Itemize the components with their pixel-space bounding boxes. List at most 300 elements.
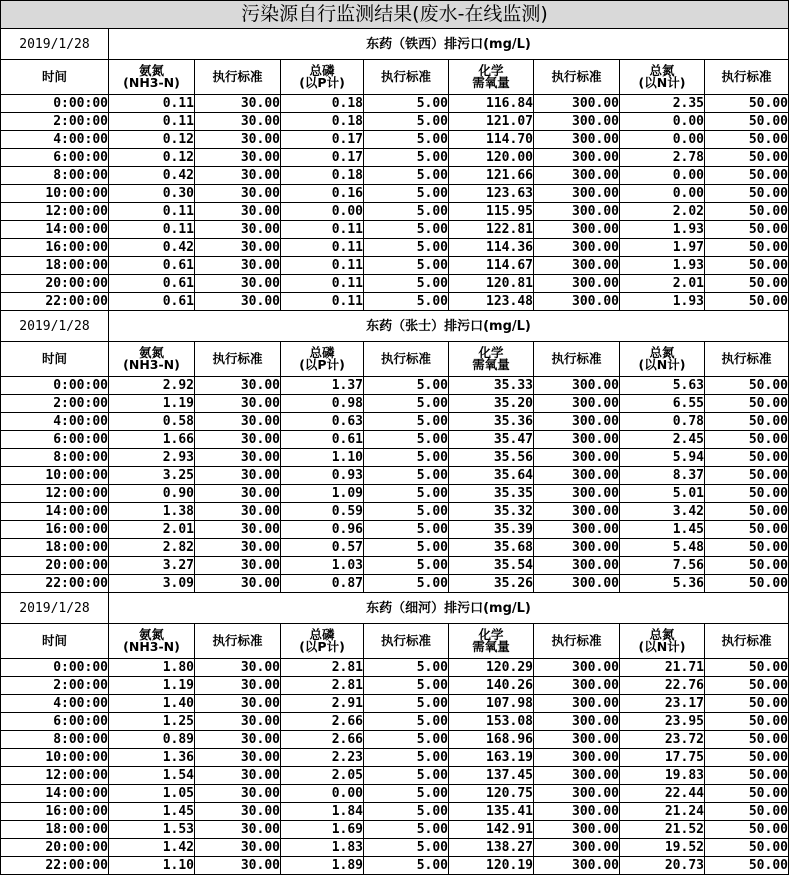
value-cell: 300.00 <box>534 821 620 839</box>
value-cell: 35.47 <box>449 431 534 449</box>
column-header: 执行标准 <box>705 342 789 377</box>
value-cell: 21.52 <box>620 821 705 839</box>
time-cell: 22:00:00 <box>1 293 109 311</box>
value-cell: 5.00 <box>364 485 449 503</box>
value-cell: 2.23 <box>281 749 364 767</box>
value-cell: 0.98 <box>281 395 364 413</box>
section-date: 2019/1/28 <box>1 29 109 60</box>
value-cell: 0.30 <box>109 185 195 203</box>
value-cell: 5.00 <box>364 749 449 767</box>
value-cell: 0.61 <box>281 431 364 449</box>
column-header: 化学 需氧量 <box>449 624 534 659</box>
value-cell: 300.00 <box>534 731 620 749</box>
value-cell: 5.00 <box>364 677 449 695</box>
value-cell: 35.33 <box>449 377 534 395</box>
time-cell: 16:00:00 <box>1 239 109 257</box>
column-header: 执行标准 <box>534 624 620 659</box>
value-cell: 0.17 <box>281 131 364 149</box>
value-cell: 5.01 <box>620 485 705 503</box>
value-cell: 0.18 <box>281 167 364 185</box>
title-row <box>1 1 789 29</box>
value-cell: 107.98 <box>449 695 534 713</box>
value-cell: 30.00 <box>195 221 281 239</box>
value-cell: 0.58 <box>109 413 195 431</box>
value-cell: 5.00 <box>364 221 449 239</box>
value-cell: 0.18 <box>281 95 364 113</box>
value-cell: 0.61 <box>109 275 195 293</box>
table-row <box>1 131 789 149</box>
time-cell: 4:00:00 <box>1 413 109 431</box>
value-cell: 115.95 <box>449 203 534 221</box>
value-cell: 3.42 <box>620 503 705 521</box>
value-cell: 300.00 <box>534 131 620 149</box>
time-cell: 18:00:00 <box>1 539 109 557</box>
value-cell: 30.00 <box>195 503 281 521</box>
table-row <box>1 275 789 293</box>
value-cell: 30.00 <box>195 821 281 839</box>
value-cell: 5.00 <box>364 449 449 467</box>
value-cell: 3.09 <box>109 575 195 593</box>
value-cell: 50.00 <box>705 749 789 767</box>
value-cell: 300.00 <box>534 803 620 821</box>
time-cell: 8:00:00 <box>1 731 109 749</box>
value-cell: 0.00 <box>620 185 705 203</box>
value-cell: 122.81 <box>449 221 534 239</box>
value-cell: 1.38 <box>109 503 195 521</box>
value-cell: 300.00 <box>534 203 620 221</box>
value-cell: 50.00 <box>705 539 789 557</box>
value-cell: 120.75 <box>449 785 534 803</box>
value-cell: 50.00 <box>705 395 789 413</box>
value-cell: 300.00 <box>534 431 620 449</box>
value-cell: 30.00 <box>195 467 281 485</box>
value-cell: 300.00 <box>534 839 620 857</box>
section-date: 2019/1/28 <box>1 593 109 624</box>
time-cell: 4:00:00 <box>1 695 109 713</box>
value-cell: 30.00 <box>195 713 281 731</box>
table-row <box>1 803 789 821</box>
value-cell: 30.00 <box>195 857 281 875</box>
value-cell: 50.00 <box>705 149 789 167</box>
value-cell: 30.00 <box>195 377 281 395</box>
value-cell: 0.12 <box>109 131 195 149</box>
value-cell: 1.09 <box>281 485 364 503</box>
time-cell: 0:00:00 <box>1 659 109 677</box>
value-cell: 5.00 <box>364 467 449 485</box>
value-cell: 2.02 <box>620 203 705 221</box>
table-row <box>1 557 789 575</box>
value-cell: 300.00 <box>534 413 620 431</box>
value-cell: 1.54 <box>109 767 195 785</box>
value-cell: 5.00 <box>364 731 449 749</box>
value-cell: 0.16 <box>281 185 364 203</box>
value-cell: 5.36 <box>620 575 705 593</box>
value-cell: 35.39 <box>449 521 534 539</box>
value-cell: 0.59 <box>281 503 364 521</box>
value-cell: 300.00 <box>534 449 620 467</box>
value-cell: 300.00 <box>534 239 620 257</box>
value-cell: 30.00 <box>195 167 281 185</box>
value-cell: 5.00 <box>364 767 449 785</box>
value-cell: 2.35 <box>620 95 705 113</box>
value-cell: 30.00 <box>195 239 281 257</box>
table-row <box>1 203 789 221</box>
value-cell: 1.97 <box>620 239 705 257</box>
value-cell: 300.00 <box>534 467 620 485</box>
value-cell: 1.19 <box>109 677 195 695</box>
value-cell: 300.00 <box>534 695 620 713</box>
value-cell: 0.61 <box>109 257 195 275</box>
table-row <box>1 221 789 239</box>
value-cell: 50.00 <box>705 257 789 275</box>
time-cell: 20:00:00 <box>1 839 109 857</box>
value-cell: 30.00 <box>195 95 281 113</box>
value-cell: 2.81 <box>281 677 364 695</box>
value-cell: 163.19 <box>449 749 534 767</box>
value-cell: 5.00 <box>364 575 449 593</box>
time-cell: 14:00:00 <box>1 503 109 521</box>
table-row <box>1 503 789 521</box>
value-cell: 0.11 <box>281 239 364 257</box>
value-cell: 21.71 <box>620 659 705 677</box>
value-cell: 300.00 <box>534 257 620 275</box>
value-cell: 121.66 <box>449 167 534 185</box>
column-header: 总磷 (以P计) <box>281 60 364 95</box>
value-cell: 5.00 <box>364 431 449 449</box>
value-cell: 138.27 <box>449 839 534 857</box>
value-cell: 35.54 <box>449 557 534 575</box>
column-header: 执行标准 <box>534 60 620 95</box>
column-header-row <box>1 624 789 659</box>
section-date-row <box>1 29 789 60</box>
value-cell: 30.00 <box>195 521 281 539</box>
value-cell: 30.00 <box>195 485 281 503</box>
value-cell: 35.20 <box>449 395 534 413</box>
value-cell: 0.90 <box>109 485 195 503</box>
value-cell: 300.00 <box>534 377 620 395</box>
value-cell: 5.00 <box>364 713 449 731</box>
table-row <box>1 293 789 311</box>
table-row <box>1 731 789 749</box>
outlet-name: 东药（细河）排污口(mg/L) <box>109 593 789 624</box>
value-cell: 35.26 <box>449 575 534 593</box>
value-cell: 1.05 <box>109 785 195 803</box>
column-header: 总磷 (以P计) <box>281 624 364 659</box>
time-cell: 14:00:00 <box>1 221 109 239</box>
table-row <box>1 839 789 857</box>
value-cell: 2.66 <box>281 713 364 731</box>
value-cell: 30.00 <box>195 113 281 131</box>
time-cell: 8:00:00 <box>1 449 109 467</box>
value-cell: 0.00 <box>281 785 364 803</box>
value-cell: 1.40 <box>109 695 195 713</box>
value-cell: 1.10 <box>281 449 364 467</box>
table-row <box>1 767 789 785</box>
time-cell: 14:00:00 <box>1 785 109 803</box>
value-cell: 30.00 <box>195 557 281 575</box>
value-cell: 50.00 <box>705 821 789 839</box>
value-cell: 30.00 <box>195 293 281 311</box>
time-cell: 10:00:00 <box>1 749 109 767</box>
value-cell: 300.00 <box>534 767 620 785</box>
table-row <box>1 413 789 431</box>
column-header: 总氮 (以N计) <box>620 624 705 659</box>
value-cell: 50.00 <box>705 431 789 449</box>
value-cell: 5.00 <box>364 275 449 293</box>
table-row <box>1 821 789 839</box>
value-cell: 2.45 <box>620 431 705 449</box>
value-cell: 116.84 <box>449 95 534 113</box>
table-row <box>1 239 789 257</box>
value-cell: 35.56 <box>449 449 534 467</box>
value-cell: 30.00 <box>195 257 281 275</box>
value-cell: 1.03 <box>281 557 364 575</box>
value-cell: 30.00 <box>195 395 281 413</box>
outlet-name: 东药（张士）排污口(mg/L) <box>109 311 789 342</box>
table-row <box>1 113 789 131</box>
column-header: 时间 <box>1 60 109 95</box>
section-date-row <box>1 311 789 342</box>
value-cell: 0.42 <box>109 167 195 185</box>
value-cell: 0.93 <box>281 467 364 485</box>
value-cell: 22.44 <box>620 785 705 803</box>
time-cell: 16:00:00 <box>1 521 109 539</box>
value-cell: 1.93 <box>620 257 705 275</box>
value-cell: 2.66 <box>281 731 364 749</box>
value-cell: 30.00 <box>195 431 281 449</box>
value-cell: 35.68 <box>449 539 534 557</box>
value-cell: 300.00 <box>534 503 620 521</box>
value-cell: 30.00 <box>195 731 281 749</box>
value-cell: 114.36 <box>449 239 534 257</box>
value-cell: 6.55 <box>620 395 705 413</box>
table-row <box>1 377 789 395</box>
value-cell: 300.00 <box>534 575 620 593</box>
value-cell: 120.00 <box>449 149 534 167</box>
value-cell: 300.00 <box>534 149 620 167</box>
value-cell: 50.00 <box>705 575 789 593</box>
value-cell: 1.84 <box>281 803 364 821</box>
value-cell: 0.11 <box>109 221 195 239</box>
value-cell: 2.91 <box>281 695 364 713</box>
value-cell: 50.00 <box>705 485 789 503</box>
time-cell: 20:00:00 <box>1 275 109 293</box>
value-cell: 30.00 <box>195 203 281 221</box>
value-cell: 5.00 <box>364 659 449 677</box>
column-header: 执行标准 <box>705 60 789 95</box>
value-cell: 300.00 <box>534 293 620 311</box>
value-cell: 140.26 <box>449 677 534 695</box>
value-cell: 168.96 <box>449 731 534 749</box>
value-cell: 30.00 <box>195 785 281 803</box>
value-cell: 5.00 <box>364 803 449 821</box>
value-cell: 1.19 <box>109 395 195 413</box>
table-row <box>1 521 789 539</box>
value-cell: 300.00 <box>534 677 620 695</box>
time-cell: 6:00:00 <box>1 149 109 167</box>
value-cell: 0.87 <box>281 575 364 593</box>
value-cell: 2.78 <box>620 149 705 167</box>
value-cell: 50.00 <box>705 113 789 131</box>
value-cell: 0.00 <box>620 167 705 185</box>
value-cell: 0.17 <box>281 149 364 167</box>
value-cell: 2.82 <box>109 539 195 557</box>
value-cell: 50.00 <box>705 221 789 239</box>
value-cell: 300.00 <box>534 113 620 131</box>
value-cell: 5.00 <box>364 821 449 839</box>
time-cell: 6:00:00 <box>1 431 109 449</box>
table-row <box>1 167 789 185</box>
value-cell: 23.95 <box>620 713 705 731</box>
value-cell: 50.00 <box>705 731 789 749</box>
value-cell: 50.00 <box>705 449 789 467</box>
time-cell: 12:00:00 <box>1 767 109 785</box>
value-cell: 300.00 <box>534 221 620 239</box>
value-cell: 50.00 <box>705 377 789 395</box>
value-cell: 142.91 <box>449 821 534 839</box>
value-cell: 1.10 <box>109 857 195 875</box>
value-cell: 0.11 <box>109 113 195 131</box>
value-cell: 5.00 <box>364 695 449 713</box>
column-header: 化学 需氧量 <box>449 60 534 95</box>
column-header: 总磷 (以P计) <box>281 342 364 377</box>
value-cell: 50.00 <box>705 503 789 521</box>
value-cell: 50.00 <box>705 677 789 695</box>
value-cell: 21.24 <box>620 803 705 821</box>
value-cell: 30.00 <box>195 839 281 857</box>
value-cell: 120.29 <box>449 659 534 677</box>
value-cell: 1.42 <box>109 839 195 857</box>
column-header: 总氮 (以N计) <box>620 60 705 95</box>
section-date: 2019/1/28 <box>1 311 109 342</box>
value-cell: 300.00 <box>534 485 620 503</box>
value-cell: 300.00 <box>534 521 620 539</box>
time-cell: 12:00:00 <box>1 203 109 221</box>
value-cell: 1.53 <box>109 821 195 839</box>
value-cell: 0.96 <box>281 521 364 539</box>
table-row <box>1 695 789 713</box>
column-header-row <box>1 60 789 95</box>
column-header: 氨氮 (NH3-N) <box>109 342 195 377</box>
value-cell: 2.81 <box>281 659 364 677</box>
value-cell: 30.00 <box>195 275 281 293</box>
value-cell: 5.00 <box>364 377 449 395</box>
value-cell: 30.00 <box>195 749 281 767</box>
value-cell: 30.00 <box>195 131 281 149</box>
value-cell: 50.00 <box>705 557 789 575</box>
time-cell: 0:00:00 <box>1 377 109 395</box>
value-cell: 5.00 <box>364 521 449 539</box>
value-cell: 5.48 <box>620 539 705 557</box>
value-cell: 22.76 <box>620 677 705 695</box>
value-cell: 120.19 <box>449 857 534 875</box>
value-cell: 1.66 <box>109 431 195 449</box>
value-cell: 2.01 <box>109 521 195 539</box>
value-cell: 0.11 <box>109 203 195 221</box>
value-cell: 5.00 <box>364 257 449 275</box>
time-cell: 20:00:00 <box>1 557 109 575</box>
value-cell: 50.00 <box>705 131 789 149</box>
value-cell: 1.69 <box>281 821 364 839</box>
value-cell: 0.12 <box>109 149 195 167</box>
value-cell: 1.93 <box>620 221 705 239</box>
value-cell: 1.93 <box>620 293 705 311</box>
value-cell: 30.00 <box>195 677 281 695</box>
column-header: 执行标准 <box>195 60 281 95</box>
column-header: 执行标准 <box>705 624 789 659</box>
table-row <box>1 485 789 503</box>
value-cell: 50.00 <box>705 857 789 875</box>
column-header: 执行标准 <box>364 60 449 95</box>
value-cell: 300.00 <box>534 785 620 803</box>
table-row <box>1 449 789 467</box>
time-cell: 0:00:00 <box>1 95 109 113</box>
value-cell: 50.00 <box>705 785 789 803</box>
value-cell: 1.80 <box>109 659 195 677</box>
value-cell: 50.00 <box>705 521 789 539</box>
time-cell: 12:00:00 <box>1 485 109 503</box>
table-row <box>1 539 789 557</box>
time-cell: 18:00:00 <box>1 821 109 839</box>
value-cell: 5.00 <box>364 149 449 167</box>
value-cell: 5.00 <box>364 167 449 185</box>
value-cell: 153.08 <box>449 713 534 731</box>
value-cell: 300.00 <box>534 659 620 677</box>
value-cell: 5.00 <box>364 131 449 149</box>
value-cell: 0.00 <box>281 203 364 221</box>
time-cell: 10:00:00 <box>1 185 109 203</box>
value-cell: 121.07 <box>449 113 534 131</box>
value-cell: 50.00 <box>705 413 789 431</box>
section-date-row <box>1 593 789 624</box>
value-cell: 2.01 <box>620 275 705 293</box>
value-cell: 3.27 <box>109 557 195 575</box>
value-cell: 120.81 <box>449 275 534 293</box>
value-cell: 2.93 <box>109 449 195 467</box>
table-row <box>1 395 789 413</box>
value-cell: 1.45 <box>620 521 705 539</box>
value-cell: 30.00 <box>195 449 281 467</box>
value-cell: 30.00 <box>195 803 281 821</box>
time-cell: 6:00:00 <box>1 713 109 731</box>
column-header: 时间 <box>1 342 109 377</box>
value-cell: 123.63 <box>449 185 534 203</box>
value-cell: 5.94 <box>620 449 705 467</box>
value-cell: 300.00 <box>534 95 620 113</box>
value-cell: 0.57 <box>281 539 364 557</box>
value-cell: 0.11 <box>281 275 364 293</box>
value-cell: 50.00 <box>705 293 789 311</box>
value-cell: 0.11 <box>281 293 364 311</box>
table-row <box>1 95 789 113</box>
value-cell: 300.00 <box>534 557 620 575</box>
value-cell: 1.83 <box>281 839 364 857</box>
table-row <box>1 431 789 449</box>
table-row <box>1 575 789 593</box>
time-cell: 22:00:00 <box>1 575 109 593</box>
value-cell: 5.00 <box>364 293 449 311</box>
value-cell: 50.00 <box>705 275 789 293</box>
column-header: 时间 <box>1 624 109 659</box>
value-cell: 1.89 <box>281 857 364 875</box>
value-cell: 0.00 <box>620 113 705 131</box>
value-cell: 35.32 <box>449 503 534 521</box>
value-cell: 5.00 <box>364 239 449 257</box>
value-cell: 50.00 <box>705 467 789 485</box>
value-cell: 2.05 <box>281 767 364 785</box>
value-cell: 114.67 <box>449 257 534 275</box>
value-cell: 137.45 <box>449 767 534 785</box>
